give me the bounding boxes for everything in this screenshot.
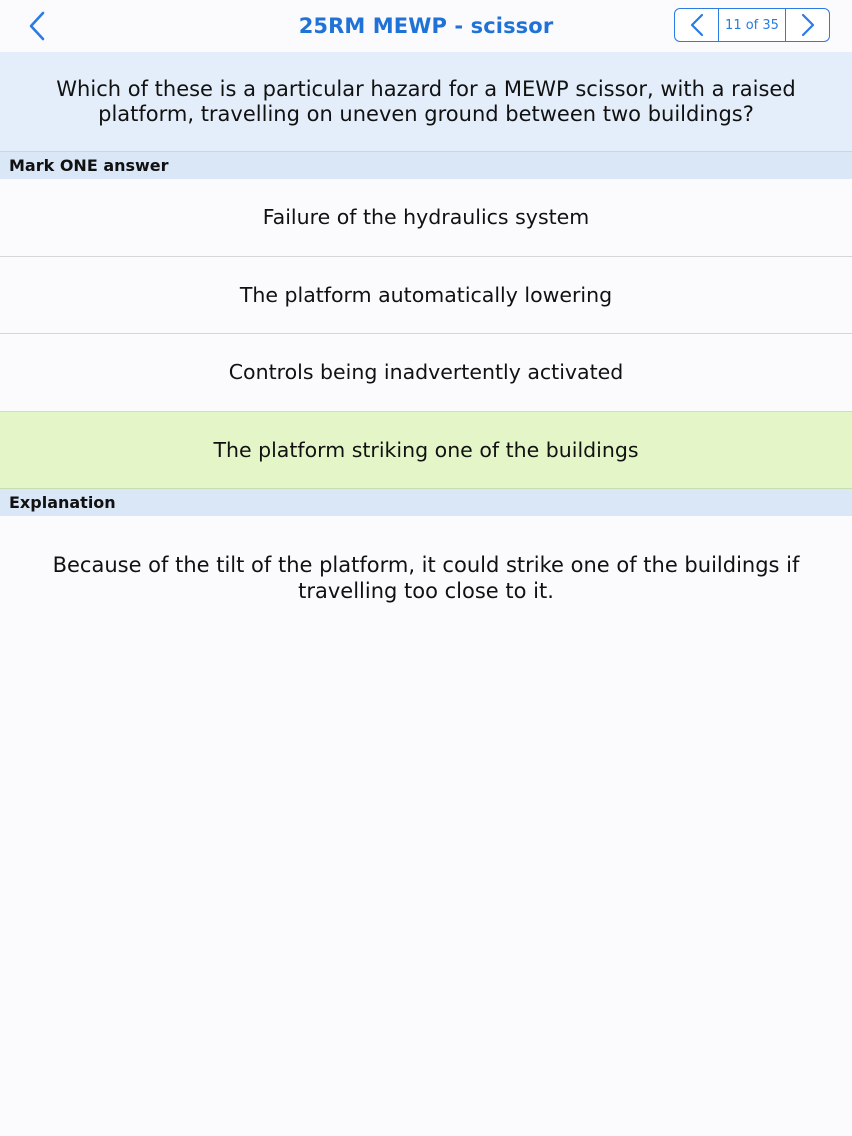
question-panel [0, 52, 852, 152]
question-pager [674, 8, 830, 42]
explanation-text: Because of the tilt of the platform, it could strike one of the buildings if travelling too close to it. [52, 553, 800, 603]
chevron-right-icon [801, 13, 815, 37]
question-text: Which of these is a particular hazard for a MEWP scissor, with a raised platform, travelling on uneven ground between two buildings? [56, 76, 796, 126]
answer-option-1[interactable]: Failure of the hydraulics system [0, 179, 852, 257]
answers-section-header: Mark ONE answer [0, 152, 852, 179]
question-counter: 11 of 35 [718, 9, 786, 41]
answer-option-4-correct[interactable]: The platform striking one of the buildings [0, 412, 852, 490]
answer-list [0, 179, 852, 489]
chevron-left-icon [690, 13, 704, 37]
answer-option-2[interactable]: The platform automatically lowering [0, 257, 852, 335]
next-question-button[interactable] [786, 9, 829, 41]
explanation-section-header: Explanation [0, 489, 852, 516]
page-title: 25RM MEWP - scissor [298, 14, 554, 38]
previous-question-button[interactable] [675, 9, 718, 41]
answer-option-3[interactable]: Controls being inadvertently activated [0, 334, 852, 412]
navigation-bar [0, 0, 852, 52]
